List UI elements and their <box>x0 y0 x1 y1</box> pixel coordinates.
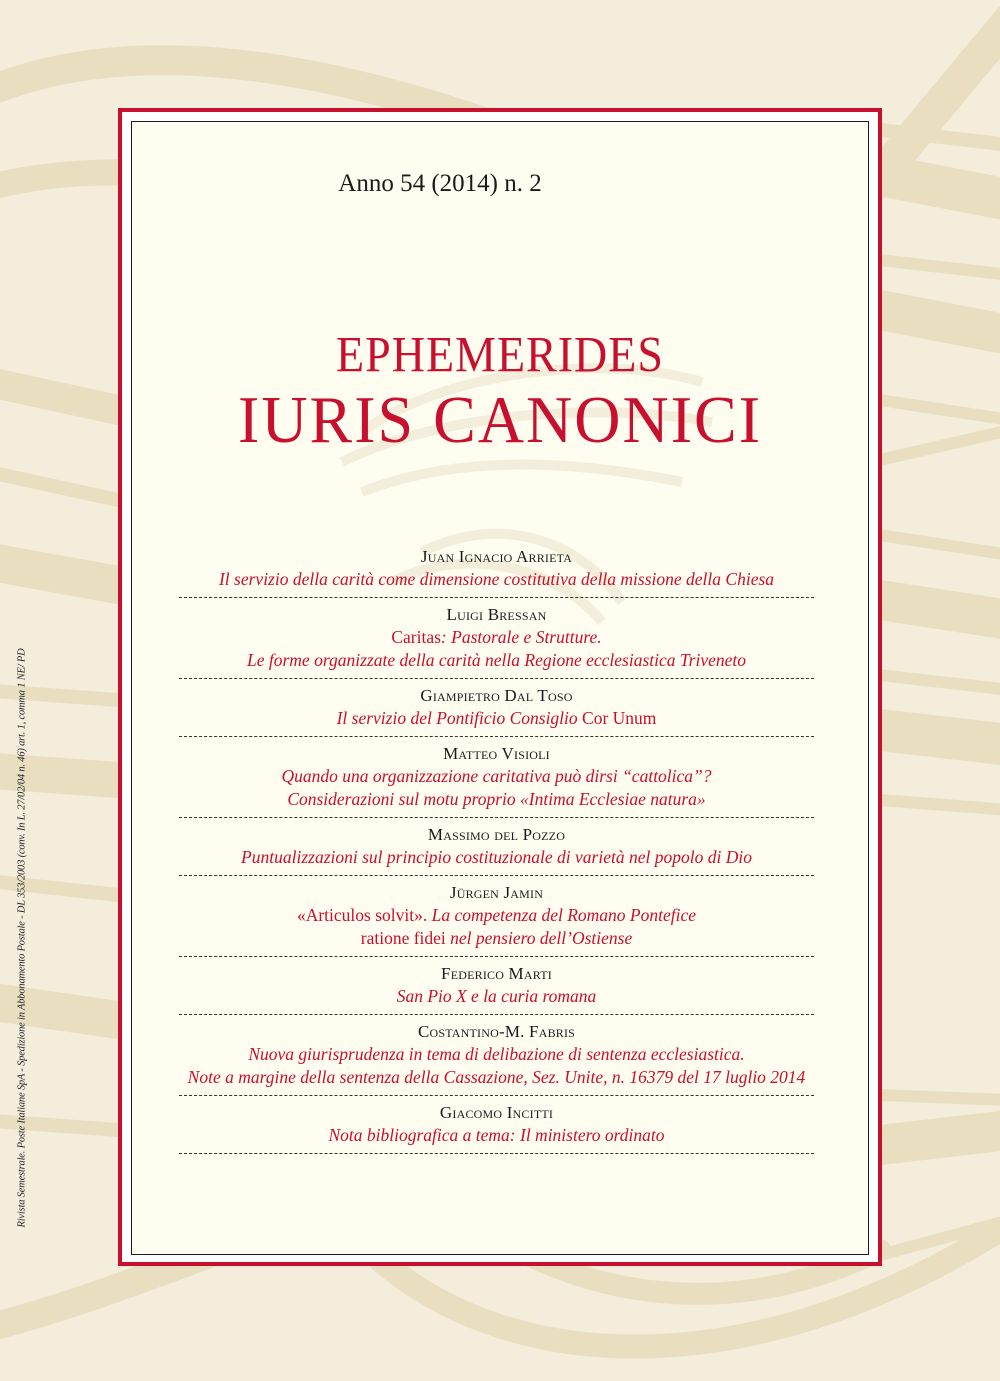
article-title-segment: Quando una organizzazione caritativa può dirsi “cattolica”? <box>281 766 712 786</box>
toc-entry <box>179 1096 814 1154</box>
article-author: Luigi Bressan <box>446 605 547 624</box>
article-title-line <box>179 649 814 672</box>
article-title-segment: Cor Unum <box>582 708 657 728</box>
article-title-segment: «Articulos solvit». <box>296 905 432 925</box>
article-author: Federico Marti <box>441 964 552 983</box>
article-author: Costantino-M. Fabris <box>417 1022 576 1041</box>
article-title-line <box>179 568 814 591</box>
article-title-segment: Caritas <box>391 627 441 647</box>
article-title-segment: Puntualizzazioni sul principio costituzionale di varietà nel popolo di Dio <box>241 847 752 867</box>
article-title-segment: Il servizio della carità come dimensione costitutiva della missione della Chiesa <box>218 569 775 589</box>
cover-panel <box>131 121 869 1255</box>
article-title-line <box>179 927 814 950</box>
table-of-contents <box>179 540 814 1154</box>
toc-entry <box>179 598 814 679</box>
article-title-segment: La competenza del Romano Pontefice <box>431 905 697 925</box>
toc-entry <box>179 540 814 598</box>
toc-entry <box>179 1015 814 1096</box>
journal-title-line1: EPHEMERIDES <box>336 326 664 383</box>
article-title-line <box>179 707 814 730</box>
article-title-line <box>179 765 814 788</box>
article-title-segment: San Pio X e la curia romana <box>396 986 597 1006</box>
article-title-segment: Nota bibliografica a tema: Il ministero ordinato <box>328 1125 665 1145</box>
toc-entry <box>179 737 814 818</box>
article-title-line <box>179 1043 814 1066</box>
toc-entry <box>179 957 814 1015</box>
article-title-line <box>179 985 814 1008</box>
article-title-line <box>179 846 814 869</box>
issue-number <box>132 170 868 198</box>
article-author: Jürgen Jamin <box>449 883 544 902</box>
article-author: Massimo del Pozzo <box>427 825 566 844</box>
article-title-line <box>179 1066 814 1089</box>
issue-label: Anno 54 (2014) n. 2 <box>338 170 542 197</box>
journal-title-line2: IURIS CANONICI <box>238 382 762 457</box>
article-title-segment: Nuova giurisprudenza in tema di delibazione di sentenza ecclesiastica. <box>248 1044 745 1064</box>
article-title-segment: Il servizio del Pontificio Consiglio <box>336 708 583 728</box>
article-title-segment: : Pastorale e Strutture. <box>440 627 602 647</box>
toc-entry <box>179 818 814 876</box>
article-title-segment: Considerazioni sul motu proprio «Intima Ecclesiae natura» <box>287 789 706 809</box>
article-title-line <box>179 788 814 811</box>
article-title-segment: Le forme organizzate della carità nella Regione ecclesiastica Triveneto <box>247 650 746 670</box>
postal-legend-spine: Rivista Semestrale. Poste Italiane SpA - Spedizione in Abbonamento Postale - DL 353/2003 (conv. In L. 27/02/04 n. 46) art. 1, comma 1 NE/ PD <box>16 648 28 1228</box>
article-author: Giampietro Dal Toso <box>420 686 573 705</box>
article-title-line <box>179 1124 814 1147</box>
article-title-segment: nel pensiero dell’Ostiense <box>450 928 633 948</box>
article-title-segment: Note a margine della sentenza della Cassazione, Sez. Unite, n. 16379 del 17 luglio 2014 <box>187 1067 806 1087</box>
article-author: Matteo Visioli <box>443 744 550 763</box>
article-title-segment: ratione fidei <box>360 928 451 948</box>
article-title-line <box>179 904 814 927</box>
article-author: Giacomo Incitti <box>439 1103 554 1122</box>
article-title-line <box>179 626 814 649</box>
toc-entry <box>179 876 814 957</box>
toc-entry <box>179 679 814 737</box>
article-author: Juan Ignacio Arrieta <box>420 547 573 566</box>
